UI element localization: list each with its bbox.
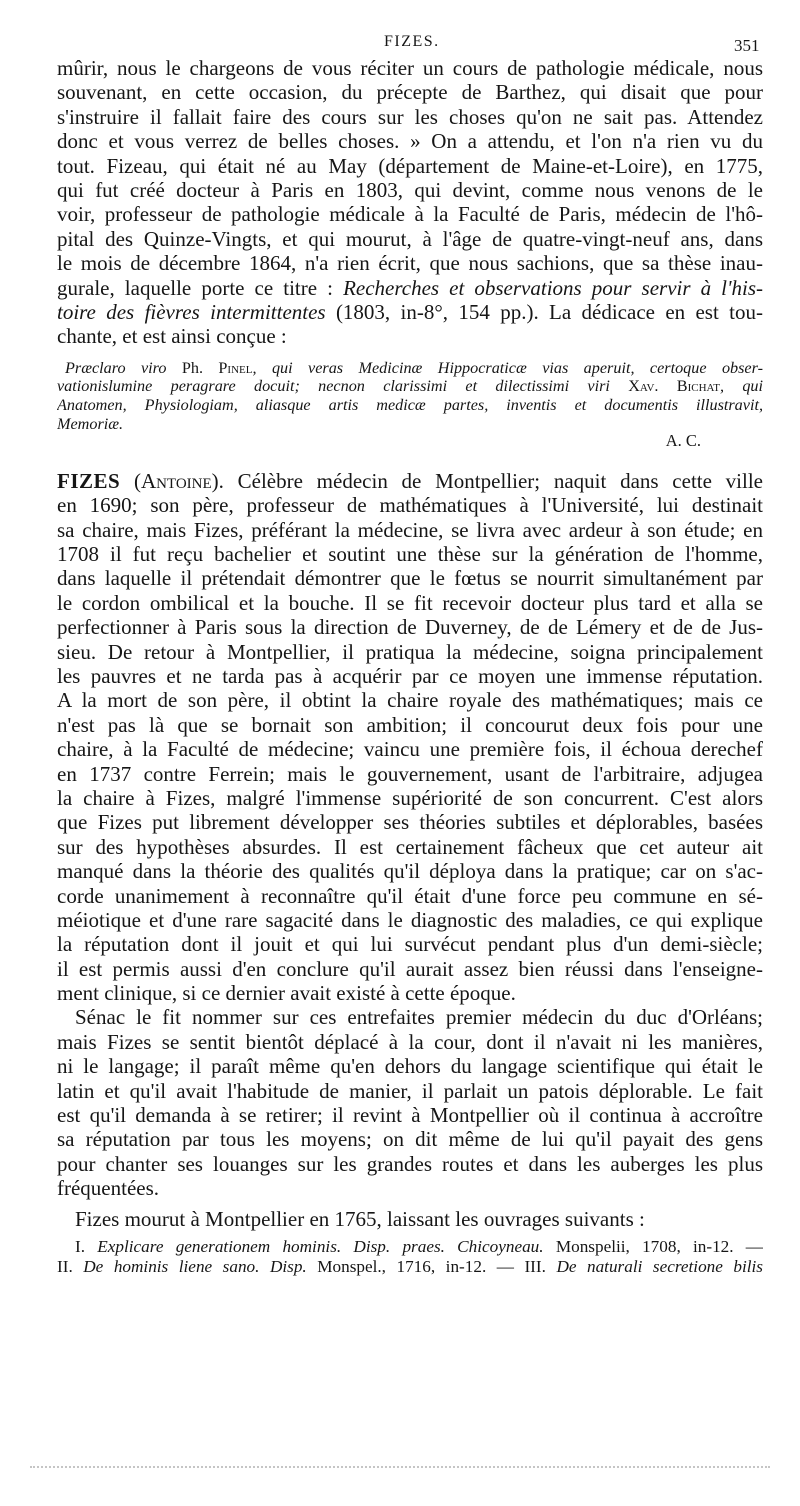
running-head: FIZES. xyxy=(384,33,440,50)
work-title: De hominis liene sano. Disp. xyxy=(83,1256,307,1276)
thesis-title-cont: toire des fièvres intermittentes xyxy=(57,299,326,324)
scan-artifact xyxy=(30,1466,770,1470)
text-line: A la mort de son père, il obtint la chaire royale des mathématiques; mais ce xyxy=(57,688,763,713)
text-run: (1803, in-8°, 154 pp.). La dédicace en est tou- xyxy=(325,299,763,324)
text-line: sa réputation par tous les moyens; on dit même de lui qu'il payait des gens xyxy=(57,1127,763,1152)
text-line: la réputation dont il jouit et qui lui survécut pendant plus d'un demi-siècle; xyxy=(57,932,763,957)
text-line: donc et vous verrez de belles choses. » On a attendu, et l'on n'a rien vu du xyxy=(57,129,763,154)
text-line: Fizes mourut à Montpellier en 1765, laissant les ouvrages suivants : xyxy=(75,1206,645,1231)
quote-line: Memoriæ. xyxy=(57,415,124,434)
text-line: corde unanimement à reconnaître qu'il était d'une force peu commune en sé- xyxy=(57,883,763,908)
text-line: fréquentées. xyxy=(57,1176,160,1201)
page-header xyxy=(0,33,800,57)
text-line: s'instruire il fallait faire des cours sur les choses qu'on ne sait pas. Attendez xyxy=(57,104,763,129)
text-line: tout. Fizeau, qui était né au May (département de Maine-et-Loire), en 1775, xyxy=(57,153,763,178)
text-line: perfectionner à Paris sous la direction de Duverney, de de Lémery et de de Jus- xyxy=(57,615,763,640)
author-initials: A. C. xyxy=(665,430,701,450)
work-number: II. xyxy=(57,1256,84,1276)
text-line: Sénac le fit nommer sur ces entrefaites premier médecin du duc d'Orléans; xyxy=(75,1005,763,1030)
text-line: le cordon ombilical et la bouche. Il se fit recevoir docteur plus tard et alla se xyxy=(57,590,763,615)
text-line xyxy=(57,276,763,300)
text-line: latin et qu'il avait l'habitude de manier, il parlait un patois déplorable. Le fait xyxy=(57,1078,763,1103)
work-number: I. xyxy=(75,1236,98,1256)
text-line: souvenant, en cette occasion, du précepte de Barthez, qui disait que pour xyxy=(57,80,763,105)
text-line: les pauvres et ne tarda pas à acquérir par ce moyen une immense réputation. xyxy=(57,664,763,688)
text-line: la chaire à Fizes, malgré l'immense supériorité de son concurrent. C'est alors xyxy=(57,785,763,810)
text-line: pital des Quinze-Vingts, et qui mourut, à l'âge de quatre-vingt-neuf ans, dans xyxy=(57,226,763,251)
text-line: en 1737 contre Ferrein; mais le gouvernement, usant de l'arbitraire, adjugea xyxy=(57,761,763,786)
quote-run: , qui xyxy=(719,377,763,396)
work-citation xyxy=(57,1237,763,1257)
text-line: sa chaire, mais Fizes, préférant la médecine, se livra avec ardeur à son étude; en xyxy=(57,517,763,542)
text-line: pour chanter ses louanges sur les grandes routes et dans les auberges les plus xyxy=(57,1151,763,1176)
quote-run: vationislumine peragrare docuit; necnon clarissimi et dilectissimi viri xyxy=(57,377,629,396)
page-number: 351 xyxy=(734,36,760,55)
text-line xyxy=(57,300,763,324)
quote-run: , qui veras Medicinæ Hippocraticæ vias aperuit, certoque obser- xyxy=(252,358,763,377)
quote-line xyxy=(57,377,763,396)
body-text xyxy=(57,56,763,1276)
quote-run: Xav. xyxy=(628,377,677,396)
dedication-quote xyxy=(57,359,763,451)
work-citation xyxy=(57,1257,763,1277)
text-line: en 1690; son père, professeur de mathématiques à l'Université, lui destinait xyxy=(57,493,763,518)
entry-spacer xyxy=(57,451,763,469)
thesis-title: Recherches et observations pour servir à l'his- xyxy=(343,275,763,300)
quote-run: Præclaro viro xyxy=(65,358,182,377)
text-line xyxy=(57,469,763,493)
text-line: ni le langage; il paraît même qu'en dehors du langage scientifique qui était le xyxy=(57,1054,763,1079)
works-list xyxy=(57,1237,763,1276)
text-line: manqué dans la théorie des qualités qu'il déploya dans la pratique; car on s'ac- xyxy=(57,859,763,884)
text-line: que Fizes put librement développer ses théories subtiles et déplorables, basées xyxy=(57,810,763,835)
text-line: sieu. De retour à Montpellier, il pratiqua la médecine, soigna principalement xyxy=(57,639,763,664)
person-name: Pinel xyxy=(218,358,253,377)
work-imprint: Monspelii, 1708, in-12. — xyxy=(543,1236,763,1256)
text-line: voir, professeur de pathologie médicale à la Faculté de Paris, médecin de l'hô- xyxy=(57,202,763,227)
text-line: le mois de décembre 1864, n'a rien écrit, que nous sachions, que sa thèse inau- xyxy=(57,251,763,276)
text-line: qui fut créé docteur à Paris en 1803, qui devint, comme nous venons de le xyxy=(57,177,763,202)
text-line: ment clinique, si ce dernier avait existé à cette époque. xyxy=(57,981,516,1006)
text-line: mûrir, nous le chargeons de vous réciter un cours de pathologie médicale, nous xyxy=(57,56,763,80)
text-line: chante, et est ainsi conçue : xyxy=(57,324,287,349)
paragraph-continuation xyxy=(57,56,763,349)
quote-run: Ph. xyxy=(181,358,219,377)
entry-first-name: (Antoine). xyxy=(120,468,224,493)
dictionary-entry xyxy=(57,469,763,1231)
work-title: De naturali secretione bilis xyxy=(556,1256,763,1276)
quote-line: Anatomen, Physiologiam, aliasque artis medicæ partes, inventis et documentis illustravit, xyxy=(57,396,763,415)
text-line: n'est pas là que se bornait son ambition; il concourut deux fois pour une xyxy=(57,712,763,737)
work-imprint: Monspel., 1716, in-12. — III. xyxy=(306,1256,557,1276)
quote-line xyxy=(57,359,763,378)
entry-headword: FIZES xyxy=(57,468,121,493)
text-line: 1708 il fut reçu bachelier et soutint une thèse sur la génération de l'homme, xyxy=(57,542,763,567)
text-line: est qu'il demanda à se retirer; il revint à Montpellier où il continua à accroître xyxy=(57,1103,763,1128)
text-line: mais Fizes se sentit bientôt déplacé à la cour, dont il n'avait ni les manières, xyxy=(57,1029,763,1054)
person-name: Bichat xyxy=(676,377,720,396)
work-title: Explicare generationem hominis. Disp. praes. Chicoyneau. xyxy=(97,1236,544,1256)
text-line: sur des hypothèses absurdes. Il est certainement fâcheux que cet auteur ait xyxy=(57,834,763,859)
text-line: il est permis aussi d'en conclure qu'il aurait assez bien réussi dans l'enseigne- xyxy=(57,956,763,981)
text-line: méiotique et d'une rare sagacité dans le diagnostic des maladies, ce qui explique xyxy=(57,907,763,932)
text-line: chaire, à la Faculté de médecine; vaincu une première fois, il échoua derechef xyxy=(57,737,763,762)
text-run: Célèbre médecin de Montpellier; naquit dans cette ville xyxy=(223,468,763,493)
text-line: dans laquelle il prétendait démontrer que le fœtus se nourrit simultanément par xyxy=(57,566,763,591)
text-run: gurale, laquelle porte ce titre : xyxy=(57,275,344,300)
